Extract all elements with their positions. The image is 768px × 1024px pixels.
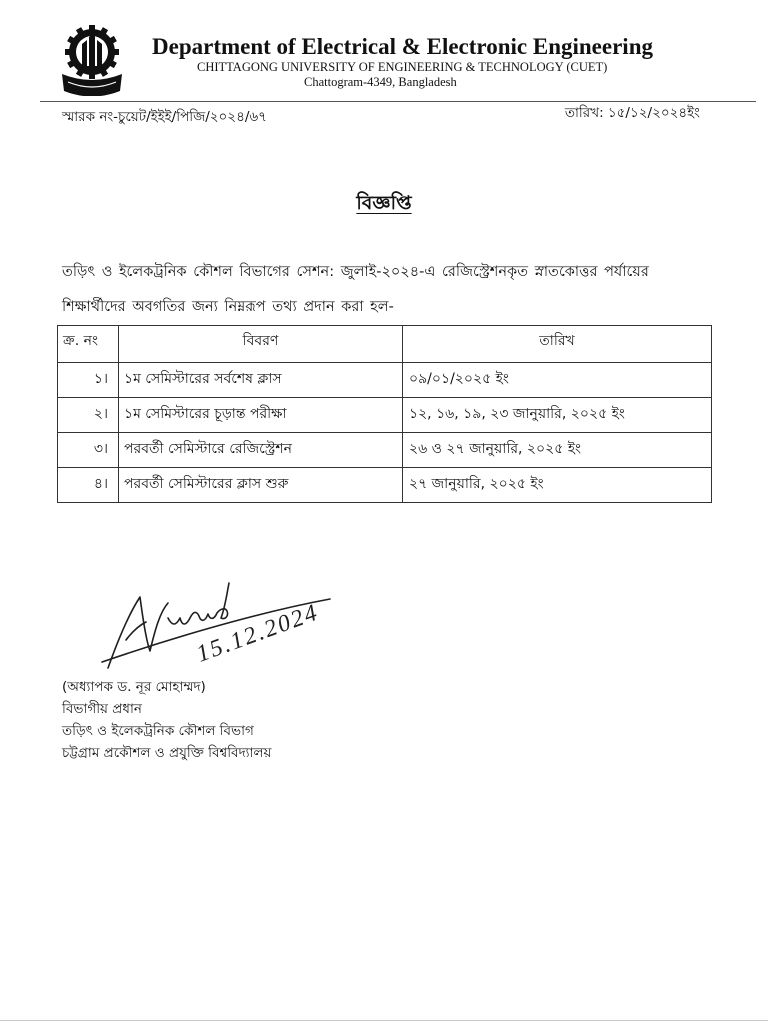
row-description: পরবর্তী সেমিস্টারের ক্লাস শুরু [119, 468, 403, 503]
row-serial: ৩। [58, 433, 119, 468]
row-date: ১২, ১৬, ১৯, ২৩ জানুয়ারি, ২০২৫ ইং [403, 398, 712, 433]
signatory-block [62, 676, 272, 764]
row-serial: ১। [58, 363, 119, 398]
notice-body-line: শিক্ষার্থীদের অবগতির জন্য নিম্নরূপ তথ্য প্রদান করা হল- [62, 299, 394, 315]
row-serial: ২। [58, 398, 119, 433]
schedule-table [57, 325, 712, 503]
row-description: পরবর্তী সেমিস্টারে রেজিস্ট্রেশন [119, 433, 403, 468]
scan-edge-line [0, 1020, 768, 1021]
table-row [58, 468, 712, 503]
header-date: তারিখ [403, 326, 712, 363]
signatory-name: (অধ্যাপক ড. নূর মোহাম্মদ) [62, 679, 206, 695]
row-date: ২৬ ও ২৭ জানুয়ারি, ২০২৫ ইং [403, 433, 712, 468]
row-description: ১ম সেমিস্টারের চূড়ান্ত পরীক্ষা [119, 398, 403, 433]
row-serial: ৪। [58, 468, 119, 503]
handwritten-signature [95, 570, 340, 675]
department-title: Department of Electrical & Electronic Engineering [152, 34, 653, 59]
signatory-department: তড়িৎ ও ইলেকট্রনিক কৌশল বিভাগ [62, 723, 254, 739]
table-header-row [58, 326, 712, 363]
table-row [58, 398, 712, 433]
header-divider [40, 101, 756, 102]
header-description: বিবরণ [119, 326, 403, 363]
notice-body-line: তড়িৎ ও ইলেকট্রনিক কৌশল বিভাগের সেশন: জুলাই-২০২৪-এ রেজিস্ট্রেশনকৃত স্নাতকোত্তর পর্যায়ের [62, 264, 649, 280]
row-date: ০৯/০১/২০২৫ ইং [403, 363, 712, 398]
header-serial: ক্র. নং [58, 326, 119, 363]
memo-date: তারিখ: ১৫/১২/২০২৪ইং [564, 105, 700, 121]
signature-date: 15.12.2024 [193, 599, 323, 668]
signatory-designation: বিভাগীয় প্রধান [62, 701, 142, 717]
row-description: ১ম সেমিস্টারের সর্বশেষ ক্লাস [119, 363, 403, 398]
table-row [58, 433, 712, 468]
cuet-logo-icon [58, 22, 126, 96]
row-date: ২৭ জানুয়ারি, ২০২৫ ইং [403, 468, 712, 503]
notice-title: বিজ্ঞপ্তি [356, 192, 412, 214]
signatory-institution: চট্টগ্রাম প্রকৌশল ও প্রযুক্তি বিশ্ববিদ্যালয় [62, 745, 272, 761]
table-row [58, 363, 712, 398]
university-name: CHITTAGONG UNIVERSITY OF ENGINEERING & TECHNOLOGY (CUET) [197, 60, 608, 74]
memo-reference: স্মারক নং-চুয়েট/ইইই/পিজি/২০২৪/৬৭ [62, 109, 267, 125]
university-address: Chattogram-4349, Bangladesh [304, 75, 457, 89]
